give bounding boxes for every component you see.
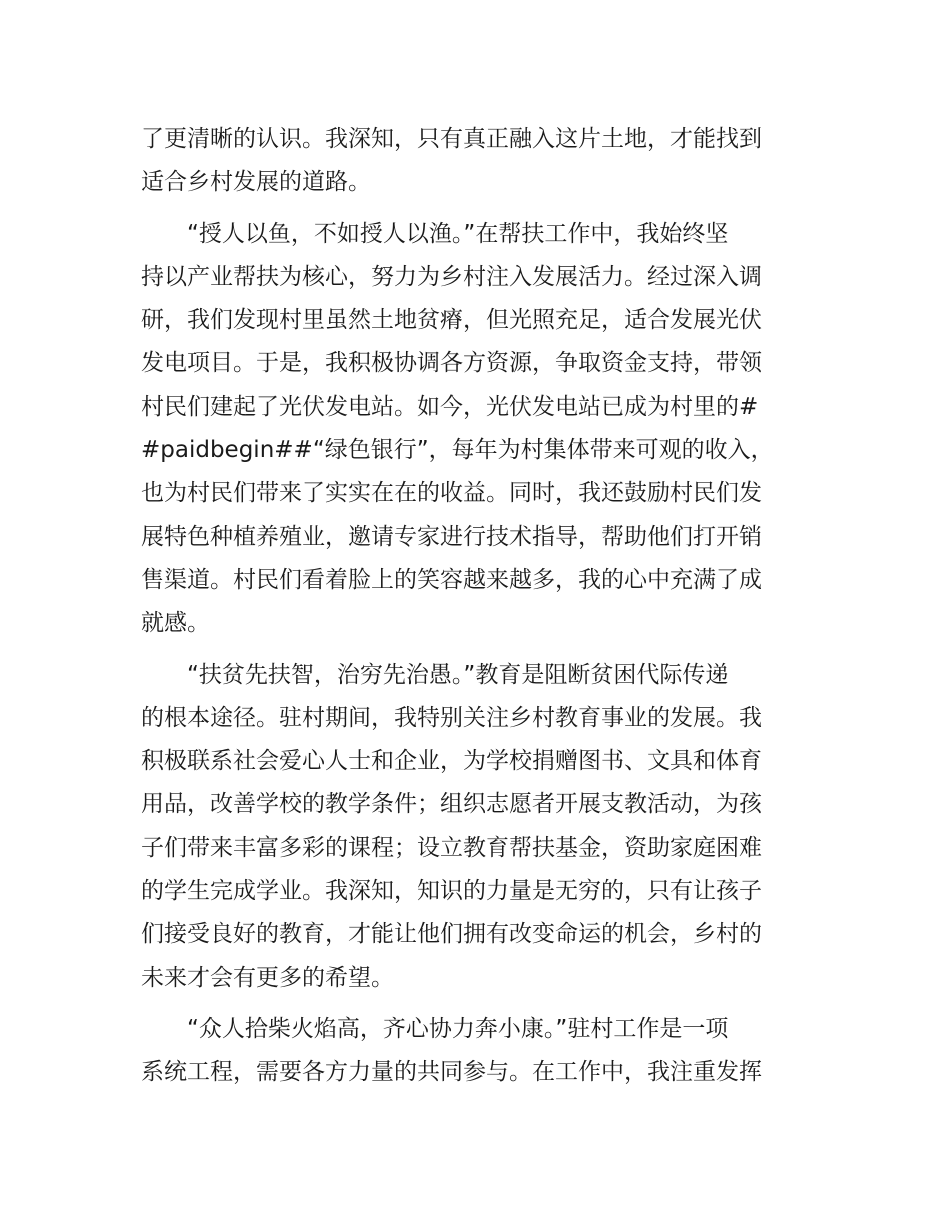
text-line: 持以产业帮扶为核心，努力为乡村注入发展活力。经过深入调 [141,263,762,290]
text-line: 也为村民们带来了实实在在的收益。同时，我还鼓励村民们发 [141,480,762,507]
paragraph-1 [141,118,841,205]
text-line: 售渠道。村民们看着脸上的笑容越来越多，我的心中充满了成 [141,566,762,593]
text-line: “众人拾柴火焰高，齐心协力奔小康。”驻村工作是一项 [187,1015,729,1042]
text-line: 发电项目。于是，我积极协调各方资源，争取资金支持，带领 [141,350,762,377]
paragraph-spacer [141,1000,841,1008]
paragraph-3 [141,654,841,1000]
paragraph-spacer [141,205,841,213]
text-line: 未来才会有更多的希望。 [141,964,394,991]
text-line: “扶贫先扶智，治穷先治愚。”教育是阻断贫困代际传递 [187,661,729,688]
text-line: 积极联系社会爱心人士和企业，为学校捐赠图书、文具和体育 [141,748,762,775]
paragraph-2 [141,213,841,646]
text-line: 适合乡村发展的道路。 [141,169,371,196]
text-line: #paidbegin##“绿色银行”，每年为村集体带来可观的收入， [141,437,774,464]
paragraph-4 [141,1008,841,1095]
text-line: 村民们建起了光伏发电站。如今，光伏发电站已成为村里的# [141,393,759,420]
text-line: 们接受良好的教育，才能让他们拥有改变命运的机会，乡村的 [141,921,762,948]
text-line: 的学生完成学业。我深知，知识的力量是无穷的，只有让孩子 [141,878,762,905]
text-line: 展特色种植养殖业，邀请专家进行技术指导，帮助他们打开销 [141,523,762,550]
document-body [141,118,841,1095]
paragraph-spacer [141,646,841,654]
text-line: 就感。 [141,610,210,637]
text-line: 子们带来丰富多彩的课程；设立教育帮扶基金，资助家庭困难 [141,834,762,861]
text-line: 系统工程，需要各方力量的共同参与。在工作中，我注重发挥 [141,1059,762,1086]
text-line: 了更清晰的认识。我深知，只有真正融入这片土地，才能找到 [141,126,762,152]
text-line: “授人以鱼，不如授人以渔。”在帮扶工作中，我始终坚 [187,220,729,247]
text-line: 用品，改善学校的教学条件；组织志愿者开展支教活动，为孩 [141,791,762,818]
text-line: 的根本途径。驻村期间，我特别关注乡村教育事业的发展。我 [141,704,762,731]
text-line: 研，我们发现村里虽然土地贫瘠，但光照充足，适合发展光伏 [141,307,762,334]
